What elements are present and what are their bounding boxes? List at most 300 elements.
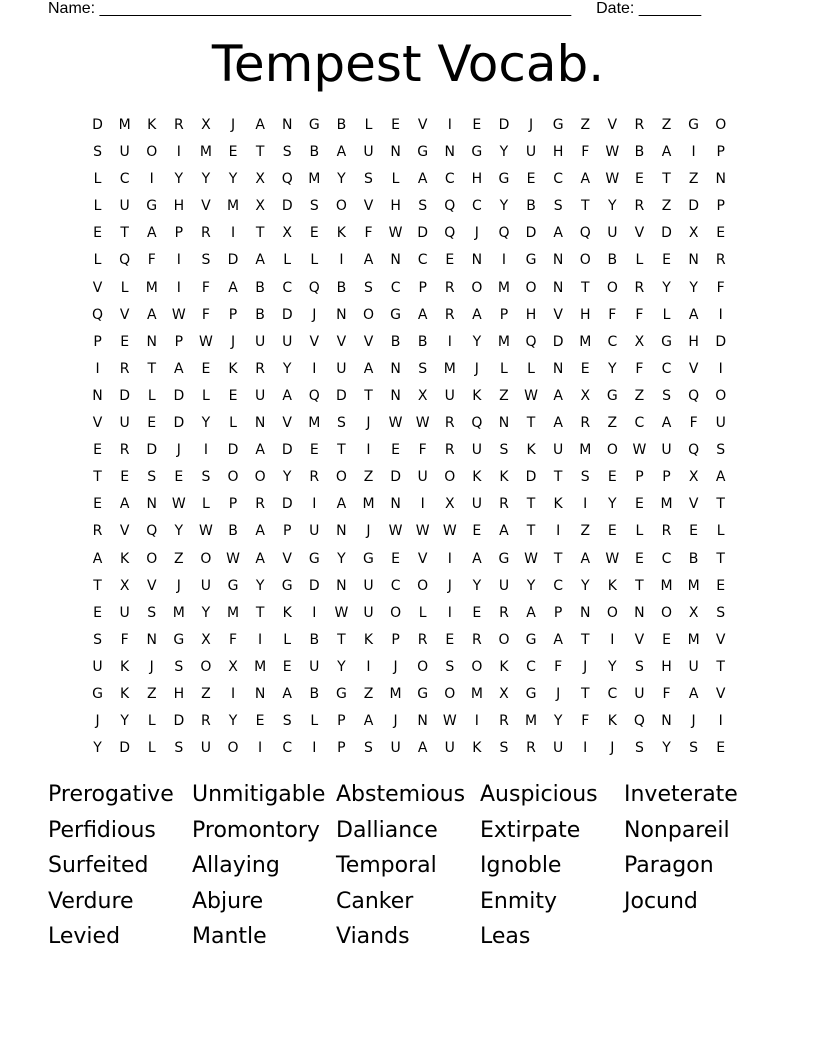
grid-letter: S [445, 658, 455, 675]
grid-letter: V [688, 360, 699, 377]
grid-letter: N [390, 496, 401, 513]
grid-letter: R [444, 442, 455, 459]
grid-letter: T [255, 604, 265, 621]
grid-letter: K [607, 713, 617, 730]
grid-letter: M [226, 604, 240, 621]
grid-letter: U [309, 523, 320, 540]
grid-letter: H [173, 685, 185, 702]
grid-letter: X [634, 333, 645, 350]
grid-letter: A [363, 360, 374, 377]
grid-letter: X [499, 685, 509, 702]
grid-letter: C [607, 333, 618, 350]
grid-letter: T [580, 279, 590, 296]
grid-letter: O [715, 387, 727, 404]
grid-letter: T [580, 685, 590, 702]
grid-letter: O [606, 442, 618, 459]
grid-letter: U [634, 685, 645, 702]
grid-letter: I [258, 740, 263, 757]
grid-letter: S [418, 198, 428, 215]
grid-letter: I [203, 442, 208, 459]
grid-letter: M [308, 415, 321, 432]
grid-letter: O [579, 252, 591, 269]
grid-letter: O [254, 469, 266, 486]
grid-letter: Y [608, 658, 617, 675]
grid-letter: E [120, 333, 130, 350]
grid-letter: J [474, 225, 479, 242]
grid-letter: V [92, 415, 103, 432]
grid-letter: K [363, 631, 374, 648]
grid-letter: S [364, 740, 373, 757]
grid-letter: S [716, 442, 726, 459]
grid-letter: S [553, 198, 563, 215]
grid-letter: Y [472, 577, 482, 594]
grid-letter: Y [282, 360, 292, 377]
grid-letter: E [472, 117, 482, 133]
grid-letter: N [471, 252, 483, 269]
grid-letter: R [201, 225, 211, 242]
word-list-item: Jocund [624, 888, 698, 914]
grid-letter: L [202, 387, 210, 404]
grid-letter: F [635, 306, 644, 323]
grid-letter: W [199, 523, 213, 540]
header-line [48, 0, 701, 18]
grid-letter: A [661, 144, 672, 161]
grid-letter: S [580, 469, 590, 486]
grid-letter: L [716, 523, 725, 540]
grid-letter: J [583, 658, 588, 675]
grid-letter: O [444, 685, 456, 702]
grid-letter: I [339, 252, 344, 269]
grid-letter: G [552, 117, 564, 133]
grid-letter: Q [633, 713, 645, 730]
grid-letter: U [119, 415, 130, 432]
grid-letter: A [255, 523, 265, 540]
grid-letter: T [526, 496, 536, 513]
grid-letter: Z [607, 415, 618, 432]
grid-letter: M [118, 117, 131, 133]
grid-letter: R [119, 442, 130, 459]
grid-letter: U [553, 740, 564, 757]
grid-letter: D [119, 387, 131, 404]
grid-letter: P [93, 333, 102, 350]
grid-letter: N [552, 279, 564, 296]
grid-letter: L [418, 604, 427, 621]
grid-letter: Y [608, 198, 617, 215]
grid-letter: M [172, 604, 185, 621]
word-list-item: Mantle [192, 924, 267, 950]
grid-letter: G [525, 685, 537, 702]
grid-letter: T [337, 442, 346, 459]
grid-letter: V [363, 198, 374, 215]
grid-letter: P [228, 496, 238, 513]
grid-letter: Z [499, 387, 509, 404]
grid-letter: I [718, 360, 723, 377]
grid-letter: E [445, 252, 455, 269]
grid-letter: X [444, 496, 455, 513]
grid-letter: Z [634, 387, 645, 404]
grid-letter: U [254, 387, 266, 404]
grid-letter: J [610, 740, 615, 757]
grid-letter: V [553, 306, 563, 323]
grid-letter: O [200, 550, 212, 567]
grid-letter: I [176, 252, 181, 269]
grid-letter: M [497, 333, 510, 350]
grid-letter: S [336, 415, 346, 432]
grid-letter: A [282, 387, 292, 404]
grid-letter: R [499, 496, 509, 513]
grid-letter: S [147, 469, 157, 486]
grid-letter: E [282, 658, 292, 675]
grid-letter: A [255, 117, 265, 133]
grid-letter: G [498, 171, 510, 188]
word-list-item: Viands [336, 924, 410, 950]
name-label: Name: [48, 0, 96, 17]
grid-letter: O [471, 658, 483, 675]
grid-letter: U [363, 577, 374, 594]
grid-letter: E [472, 523, 482, 540]
word-list [48, 780, 768, 958]
grid-letter: J [95, 713, 100, 730]
grid-letter: U [309, 658, 320, 675]
grid-letter: E [580, 360, 590, 377]
grid-letter: O [146, 144, 158, 161]
grid-letter: O [227, 469, 239, 486]
grid-letter: L [364, 117, 373, 133]
grid-letter: B [228, 523, 238, 540]
grid-letter: F [635, 360, 644, 377]
grid-letter: H [525, 306, 537, 323]
grid-letter: F [662, 685, 671, 702]
grid-letter: Y [201, 604, 211, 621]
grid-letter: Y [174, 171, 184, 188]
grid-letter: L [283, 252, 292, 269]
grid-letter: A [472, 306, 482, 323]
grid-letter: R [417, 631, 428, 648]
grid-letter: O [661, 604, 673, 621]
word-list-item: Enmity [480, 888, 558, 914]
grid-letter: N [146, 631, 157, 648]
grid-letter: C [282, 740, 293, 757]
grid-letter: L [147, 713, 156, 730]
grid-letter: Q [308, 279, 320, 296]
grid-letter: I [474, 713, 479, 730]
grid-letter: I [447, 604, 452, 621]
grid-letter: E [634, 550, 644, 567]
grid-letter: M [362, 496, 375, 513]
grid-letter: S [418, 360, 428, 377]
grid-letter: P [282, 523, 292, 540]
grid-letter: P [337, 713, 346, 730]
grid-letter: J [230, 333, 236, 350]
grid-letter: V [146, 577, 157, 594]
grid-letter: G [606, 387, 618, 404]
word-list-item: Extirpate [480, 817, 581, 843]
grid-letter: X [688, 604, 699, 621]
grid-letter: B [309, 685, 320, 702]
grid-letter: R [119, 360, 130, 377]
grid-letter: D [281, 306, 293, 323]
grid-letter: U [471, 442, 482, 459]
grid-letter: A [417, 171, 428, 188]
grid-letter: G [308, 550, 320, 567]
grid-letter: B [309, 144, 320, 161]
grid-letter: Y [608, 360, 617, 377]
grid-letter: J [393, 658, 398, 675]
grid-letter: V [607, 117, 618, 133]
grid-letter: P [391, 631, 400, 648]
grid-letter: K [526, 442, 536, 459]
grid-letter: G [281, 577, 293, 594]
grid-letter: G [92, 685, 103, 702]
grid-letter: K [499, 658, 509, 675]
grid-letter: N [390, 387, 401, 404]
grid-letter: C [390, 577, 401, 594]
grid-letter: Q [444, 198, 456, 215]
grid-letter: T [364, 387, 373, 404]
grid-letter: J [474, 360, 479, 377]
grid-letter: G [390, 306, 401, 323]
grid-letter: T [120, 225, 129, 242]
grid-letter: T [635, 577, 644, 594]
grid-letter: G [688, 117, 700, 133]
grid-letter: E [526, 171, 536, 188]
grid-letter: Q [688, 387, 700, 404]
word-list-item: Surfeited [48, 853, 149, 879]
grid-letter: S [282, 144, 292, 161]
grid-letter: O [390, 604, 402, 621]
grid-letter: C [119, 171, 130, 188]
grid-letter: W [524, 387, 538, 404]
grid-letter: S [282, 713, 292, 730]
grid-letter: Y [662, 740, 671, 757]
grid-letter: L [93, 171, 102, 188]
grid-letter: E [309, 225, 319, 242]
grid-letter: I [447, 550, 452, 567]
grid-letter: M [470, 685, 483, 702]
grid-letter: N [579, 604, 591, 621]
grid-letter: Q [444, 225, 456, 242]
grid-letter: N [634, 604, 645, 621]
grid-letter: X [201, 117, 211, 133]
grid-letter: V [634, 225, 645, 242]
grid-letter: S [201, 252, 211, 269]
grid-letter: Z [580, 117, 591, 133]
grid-letter: G [308, 117, 320, 133]
grid-letter: H [390, 198, 401, 215]
grid-letter: I [230, 685, 236, 702]
grid-letter: O [146, 550, 158, 567]
grid-letter: D [498, 117, 510, 133]
grid-letter: V [688, 496, 699, 513]
grid-letter: P [228, 306, 238, 323]
grid-letter: S [93, 144, 102, 161]
grid-letter: E [445, 631, 455, 648]
grid-letter: L [283, 631, 292, 648]
grid-letter: N [92, 387, 103, 404]
grid-letter: G [498, 550, 510, 567]
grid-letter: I [258, 631, 263, 648]
grid-letter: E [93, 604, 102, 621]
grid-letter: R [471, 631, 482, 648]
grid-letter: M [443, 360, 456, 377]
grid-letter: F [120, 631, 129, 648]
grid-letter: E [607, 469, 617, 486]
grid-letter: Y [662, 279, 671, 296]
grid-letter: Z [363, 469, 374, 486]
grid-letter: C [390, 279, 401, 296]
grid-letter: E [93, 496, 102, 513]
grid-letter: U [498, 577, 510, 594]
grid-letter: J [366, 415, 371, 432]
grid-letter: E [634, 496, 644, 513]
grid-letter: I [691, 144, 696, 161]
grid-letter: T [716, 550, 725, 567]
grid-letter: X [255, 198, 265, 215]
grid-letter: I [176, 279, 181, 296]
grid-letter: S [499, 442, 509, 459]
grid-letter: S [309, 198, 319, 215]
grid-letter: V [282, 550, 292, 567]
grid-letter: E [689, 523, 699, 540]
grid-letter: U [471, 496, 482, 513]
grid-letter: Y [282, 469, 292, 486]
grid-letter: A [553, 387, 563, 404]
grid-letter: T [526, 415, 536, 432]
grid-letter: E [147, 415, 157, 432]
grid-letter: G [173, 631, 185, 648]
grid-letter: I [312, 604, 317, 621]
grid-letter: W [632, 442, 647, 459]
grid-letter: B [607, 252, 618, 269]
grid-letter: A [472, 550, 482, 567]
grid-letter: I [312, 740, 317, 757]
grid-letter: G [335, 685, 347, 702]
grid-letter: B [417, 333, 428, 350]
grid-letter: A [417, 740, 428, 757]
grid-letter: V [282, 415, 292, 432]
grid-letter: B [255, 306, 265, 323]
grid-letter: A [146, 225, 157, 242]
grid-letter: X [119, 577, 130, 594]
grid-letter: F [228, 631, 238, 648]
word-list-item: Unmitigable [192, 782, 326, 807]
grid-letter: E [255, 713, 265, 730]
grid-letter: T [553, 469, 563, 486]
grid-letter: K [553, 496, 563, 513]
grid-letter: V [363, 333, 374, 350]
grid-letter: G [525, 252, 537, 269]
grid-letter: F [689, 415, 698, 432]
grid-letter: N [390, 144, 401, 161]
grid-letter: S [174, 740, 184, 757]
grid-letter: T [580, 198, 590, 215]
grid-letter: W [442, 523, 457, 540]
grid-letter: E [174, 469, 184, 486]
grid-letter: P [553, 604, 563, 621]
grid-letter: A [688, 306, 699, 323]
grid-letter: C [282, 279, 293, 296]
grid-letter: Y [255, 577, 265, 594]
grid-letter: F [147, 252, 156, 269]
grid-letter: X [688, 225, 699, 242]
grid-letter: D [92, 117, 103, 133]
word-list-item: Leas [480, 924, 531, 950]
grid-letter: J [312, 306, 317, 323]
grid-letter: Q [579, 225, 591, 242]
grid-letter: P [716, 198, 725, 215]
grid-letter: S [634, 740, 644, 757]
grid-letter: R [309, 469, 320, 486]
grid-letter: R [201, 713, 211, 730]
grid-letter: L [120, 279, 129, 296]
grid-letter: J [393, 713, 398, 730]
grid-letter: N [552, 360, 564, 377]
grid-letter: S [174, 658, 184, 675]
grid-letter: Y [526, 577, 536, 594]
grid-letter: C [553, 171, 564, 188]
grid-letter: X [282, 225, 292, 242]
grid-letter: Q [281, 171, 293, 188]
grid-letter: D [227, 252, 239, 269]
grid-letter: Y [201, 415, 211, 432]
grid-letter: U [553, 442, 564, 459]
grid-letter: U [390, 740, 401, 757]
grid-letter: U [607, 225, 618, 242]
grid-letter: K [499, 469, 509, 486]
grid-letter: X [417, 387, 428, 404]
grid-letter: A [499, 523, 509, 540]
grid-letter: Y [174, 523, 184, 540]
grid-letter: R [661, 523, 672, 540]
grid-letter: J [230, 117, 236, 133]
grid-letter: A [553, 415, 563, 432]
word-list-item: Nonpareil [624, 817, 730, 843]
grid-letter: B [255, 279, 265, 296]
grid-letter: N [281, 117, 293, 133]
grid-letter: F [554, 658, 563, 675]
grid-letter: W [171, 496, 186, 513]
grid-letter: M [308, 171, 321, 188]
grid-letter: M [226, 198, 240, 215]
grid-letter: Z [661, 117, 672, 133]
grid-letter: L [662, 306, 671, 323]
grid-letter: D [552, 333, 564, 350]
grid-letter: U [119, 604, 130, 621]
grid-letter: R [444, 279, 455, 296]
grid-letter: S [634, 658, 644, 675]
grid-letter: C [526, 658, 536, 675]
grid-letter: D [525, 469, 537, 486]
grid-letter: S [364, 279, 373, 296]
grid-letter: I [312, 496, 317, 513]
grid-letter: I [718, 713, 723, 730]
grid-letter: N [336, 306, 347, 323]
grid-letter: B [688, 550, 699, 567]
grid-letter: V [92, 279, 103, 296]
grid-letter: Y [337, 658, 346, 675]
grid-letter: S [499, 740, 509, 757]
grid-letter: N [661, 713, 672, 730]
grid-letter: C [444, 171, 455, 188]
grid-letter: Q [498, 225, 510, 242]
grid-letter: R [499, 713, 509, 730]
grid-letter: R [255, 360, 265, 377]
grid-letter: I [583, 740, 588, 757]
grid-letter: A [255, 252, 265, 269]
grid-letter: B [309, 631, 320, 648]
word-list-item: Abstemious [336, 782, 466, 807]
grid-letter: M [660, 496, 673, 513]
